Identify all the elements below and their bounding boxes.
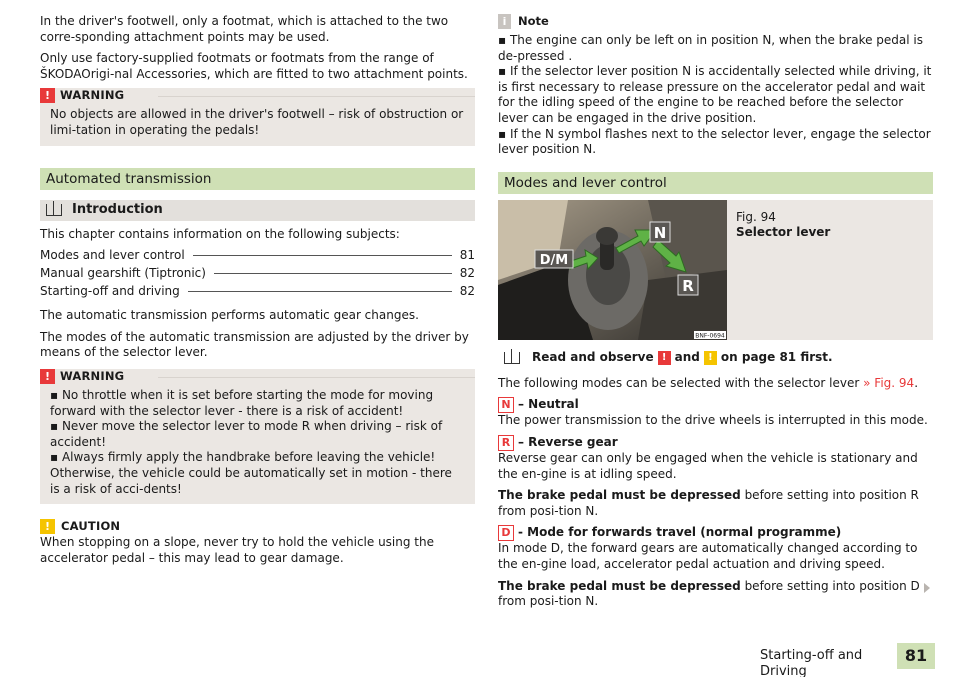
mode-neutral: N – Neutral The power transmission to the drive wheels is interrupted in this mode. bbox=[498, 397, 933, 429]
modes-intro: The following modes can be selected with the selector lever » Fig. 94. bbox=[498, 375, 919, 390]
caution-text: When stopping on a slope, never try to hold the vehicle using the accelerator pedal – this may lead to gear damage. bbox=[40, 535, 434, 565]
note-item: ▪ The engine can only be left on in position N, when the brake pedal is de-pressed . bbox=[498, 33, 923, 63]
warning-item: ▪ Always firmly apply the handbrake before leaving the vehicle! Otherwise, the vehicle could be automatically set in motion - there is a risk of acci-dents! bbox=[50, 450, 452, 496]
info-icon: i bbox=[498, 14, 511, 29]
book-icon bbox=[46, 204, 62, 216]
note-header bbox=[498, 14, 933, 31]
mode-brake-note: The brake pedal must be depressed before setting into position R from posi-tion N. bbox=[498, 488, 919, 518]
warning-header bbox=[40, 88, 475, 105]
warning-icon: ! bbox=[40, 369, 55, 384]
page-footer bbox=[760, 646, 935, 677]
warning-text: No objects are allowed in the driver's footwell – risk of obstruction or limi-tation in operating the pedals! bbox=[50, 107, 464, 137]
note-item: ▪ If the N symbol flashes next to the selector lever, engage the selector lever position N. bbox=[498, 126, 931, 157]
warning-label: WARNING bbox=[60, 368, 125, 383]
mode-key-r: R bbox=[498, 435, 514, 451]
read-observe-row: Read and observe ! and ! on page 81 first. bbox=[498, 350, 933, 366]
section-title-modes: Modes and lever control bbox=[498, 172, 933, 194]
left-column bbox=[40, 14, 475, 572]
caution-header bbox=[40, 518, 475, 535]
note-label: Note bbox=[518, 14, 549, 28]
toc-item[interactable] bbox=[40, 248, 475, 266]
figure-label-n: N bbox=[653, 223, 667, 242]
paragraph-modes: The modes of the automatic transmission are adjusted by the driver by means of the selector lever. bbox=[40, 329, 469, 360]
warning-item: ▪ No throttle when it is set before starting the mode for moving forward with the selector lever - there is a risk of accident! bbox=[50, 387, 434, 418]
toc-item-label: Starting-off and driving bbox=[40, 284, 180, 299]
figure-box bbox=[498, 200, 933, 340]
selector-lever-image bbox=[498, 200, 727, 340]
mode-key-n: N bbox=[498, 397, 514, 413]
caution-label: CAUTION bbox=[61, 519, 121, 534]
warning-header bbox=[40, 369, 475, 386]
note-list bbox=[498, 33, 933, 158]
toc-intro: This chapter contains information on the following subjects: bbox=[40, 226, 400, 241]
subsection-title: Introduction bbox=[72, 202, 163, 218]
warning-icon[interactable]: ! bbox=[658, 351, 671, 365]
mode-reverse: R – Reverse gear Reverse gear can only be engaged when the vehicle is stationary and the en-gine is at idling speed. The brake pedal must be depressed before setting into position R from posi-tion N. bbox=[498, 435, 933, 519]
warning-label: WARNING bbox=[60, 88, 125, 103]
mode-drive: D - Mode for forwards travel (normal programme) In mode D, the forward gears are automatically changed according to the en-gine load, accelerator pedal actuation and driving speed. The brake pedal must be depressed before setting into position D from posi-tion N. bbox=[498, 525, 933, 609]
figure-number: Fig. 94 bbox=[736, 209, 776, 224]
intro-paragraph-2: Only use factory-supplied footmats or footmats from the range of ŠKODAOrigi-nal Accessories, which are fitted to two attachment points. bbox=[40, 51, 468, 81]
book-icon bbox=[504, 352, 520, 364]
subsection-introduction bbox=[40, 200, 475, 221]
right-column bbox=[498, 14, 933, 610]
figure-label-dm: D/M bbox=[539, 252, 569, 268]
mode-text: Reverse gear can only be engaged when the vehicle is stationary and the en-gine is at idling speed. bbox=[498, 450, 918, 481]
warning-item: ▪ Never move the selector lever to mode R when driving – risk of accident! bbox=[50, 419, 443, 449]
figure-caption bbox=[736, 210, 830, 240]
toc-item[interactable] bbox=[40, 266, 475, 284]
warning-list bbox=[40, 386, 475, 504]
section-title-automated-transmission: Automated transmission bbox=[40, 168, 475, 190]
mode-key-d: D bbox=[498, 525, 514, 541]
toc-item-page: 82 bbox=[459, 266, 475, 281]
mode-text: The power transmission to the drive wheels is interrupted in this mode. bbox=[498, 413, 928, 428]
footer-chapter: Starting-off and Driving bbox=[760, 648, 863, 677]
selector-lever-illustration bbox=[498, 200, 727, 340]
table-of-contents bbox=[40, 248, 475, 302]
paragraph-auto-gear: The automatic transmission performs automatic gear changes. bbox=[40, 308, 419, 323]
toc-item-label: Modes and lever control bbox=[40, 248, 185, 263]
warning-box-1 bbox=[40, 88, 475, 145]
page-number: 81 bbox=[897, 643, 935, 669]
toc-item-label: Manual gearshift (Tiptronic) bbox=[40, 266, 206, 281]
mode-brake-note: The brake pedal must be depressed before setting into position D from posi-tion N. bbox=[498, 578, 920, 609]
figure-link[interactable]: » Fig. 94 bbox=[863, 375, 915, 390]
toc-item-page: 81 bbox=[459, 248, 475, 263]
toc-item[interactable] bbox=[40, 284, 475, 302]
caution-icon: ! bbox=[40, 519, 55, 534]
figure-title: Selector lever bbox=[736, 224, 831, 239]
next-page-arrow-icon bbox=[924, 583, 930, 593]
toc-item-page: 82 bbox=[459, 284, 475, 299]
figure-label-r: R bbox=[682, 276, 694, 295]
warning-box-2 bbox=[40, 369, 475, 504]
caution-icon[interactable]: ! bbox=[704, 351, 717, 365]
warning-icon: ! bbox=[40, 88, 55, 103]
mode-text: In mode D, the forward gears are automatically changed according to the en-gine load, accelerator pedal actuation and driving speed. bbox=[498, 541, 918, 571]
intro-paragraph-1: In the driver's footwell, only a footmat, which is attached to the two corre-sponding attachment points may be used. bbox=[40, 14, 449, 44]
figure-code: BNF-0694 bbox=[695, 332, 725, 340]
note-item: ▪ If the selector lever position N is accidentally selected while driving, it is first necessary to release pressure on the accelerator pedal and wait for the idling speed of the engine to be reached before the selector lever can be engaged in the drive position. bbox=[498, 64, 932, 125]
